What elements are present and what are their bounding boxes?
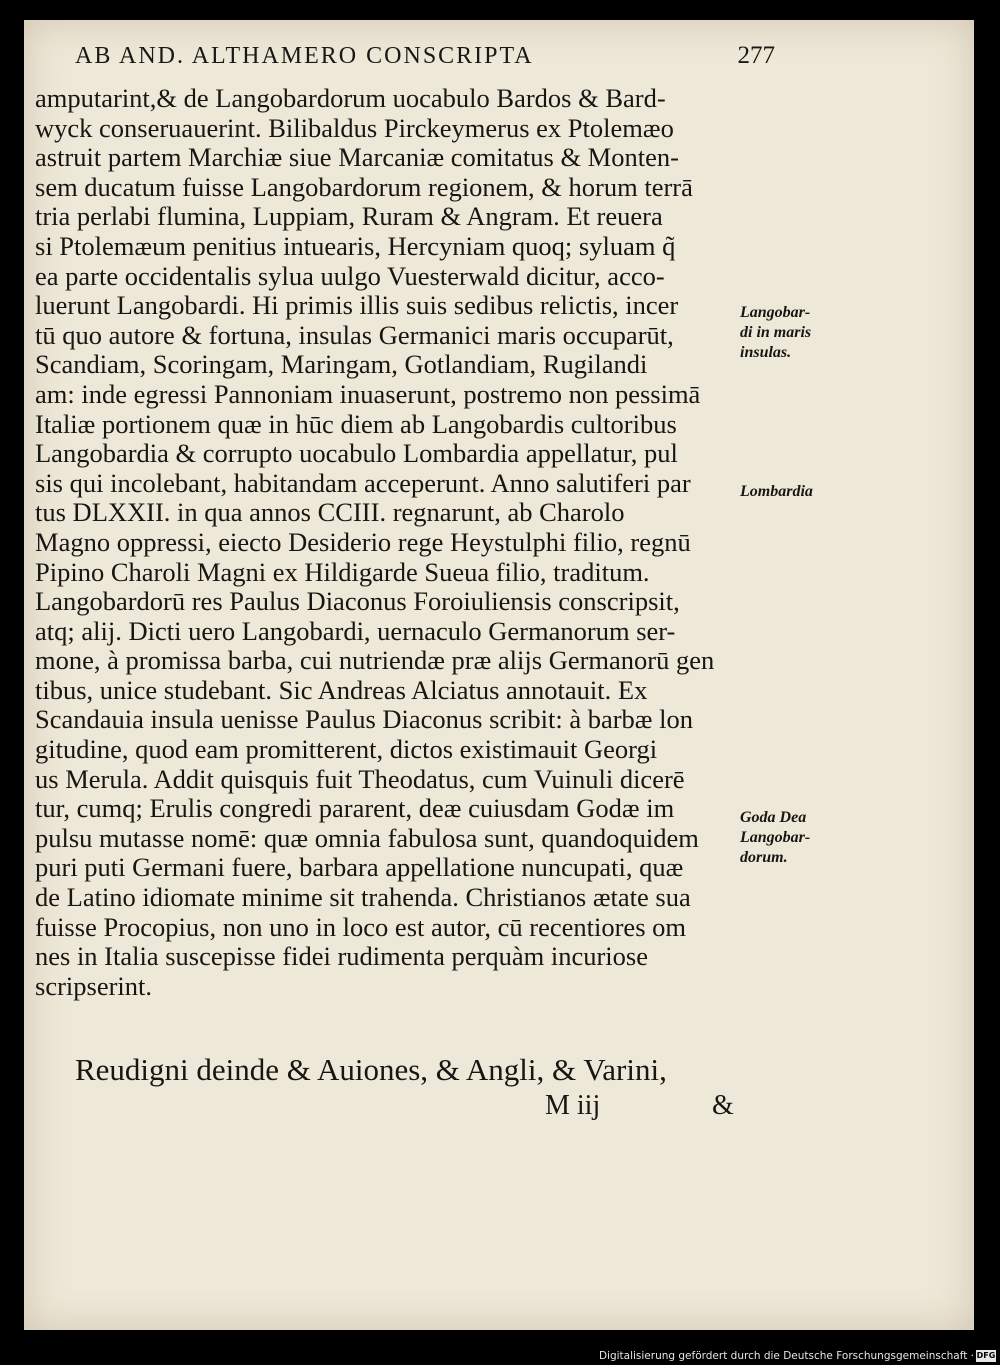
text-line: amputarint,& de Langobardorum uocabulo Bardos & Bard- [35,84,666,113]
text-line: ea parte occidentalis sylua uulgo Vuesterwald dicitur, acco- [35,261,665,291]
text-line: scripserint. [35,971,153,1001]
text-line: fuisse Procopius, non uno in loco est autor, cū recentiores om [35,912,686,942]
digitization-credit: Digitalisierung gefördert durch die Deutsche Forschungsgemeinschaft · [598,1350,974,1362]
text-line: Langobardia & corrupto uocabulo Lombardia appellatur, pul [35,439,678,469]
text-line: Scandiam, Scoringam, Maringam, Gotlandiam, Rugilandi [35,350,648,380]
marginal-line: dorum. [740,849,788,866]
text-line: tus DLXXII. in qua annos CCIII. regnarunt, ab Charolo [35,498,625,528]
page-header [75,42,775,70]
text-line: astruit partem Marchiæ siue Marcaniæ comitatus & Monten- [35,143,679,173]
marginal-note-lombardia [740,482,830,502]
marginal-line: insulas. [740,344,792,361]
catchword: & [712,1090,734,1121]
text-line: wyck conseruauerint. Bilibaldus Pirckeymerus ex Ptolemæo [35,113,674,143]
text-line: pulsu mutasse nomē: quæ omnia fabulosa sunt, quandoquidem [35,823,699,853]
signature-mark: M iij [545,1090,601,1121]
text-line: tū quo autore & fortuna, insulas Germanici maris occuparūt, [35,320,674,350]
page-number: 277 [737,42,775,69]
text-line: tria perlabi flumina, Luppiam, Ruram & Angram. Et reuera [35,202,663,232]
text-line: gitudine, quod eam promitterent, dictos existimauit Georgi [35,735,658,765]
marginal-line: Langobar- [740,829,811,846]
marginal-line: Lombardia [740,483,813,500]
text-line: luerunt Langobardi. Hi primis illis suis sedibus relictis, incer [35,291,679,321]
text-line: puri puti Germani fuere, barbara appellatione nuncupati, quæ [35,853,684,883]
text-line: sem ducatum fuisse Langobardorum regionem, & horum terrā [35,172,693,202]
text-line: si Ptolemæum penitius intuearis, Hercyniam quoq; syluam q̃ [35,231,676,261]
marginal-line: di in maris [740,324,812,341]
text-line: tibus, unice studebant. Sic Andreas Alciatus annotauit. Ex [35,675,648,705]
text-line: Scandauia insula uenisse Paulus Diaconus scribit: à barbæ lon [35,705,693,735]
marginal-note-langobardi-insulas [740,303,830,363]
marginal-note-goda-dea [740,808,830,868]
text-line: Italiæ portionem quæ in hūc diem ab Langobardis cultoribus [35,409,677,439]
text-line: am: inde egressi Pannoniam inuaserunt, postremo non pessimā [35,379,701,409]
text-line: sis qui incolebant, habitandam acceperunt. Anno salutiferi par [35,468,691,498]
text-line: Magno oppressi, eiecto Desiderio rege Heystulphi filio, regnū [35,527,691,557]
marginal-line: Goda Dea [740,809,807,826]
running-head: AB AND. ALTHAMERO CONSCRIPTA [75,43,534,69]
marginal-line: Langobar- [740,304,811,321]
catchline: Reudigni deinde & Auiones, & Angli, & Varini, [75,1052,667,1087]
text-line: Pipino Charoli Magni ex Hildigarde Sueua filio, traditum. [35,557,650,587]
text-line: mone, à promissa barba, cui nutriendæ præ alijs Germanorū gen [35,646,715,676]
text-line: nes in Italia suscepisse fidei rudimenta perquàm incuriose [35,942,648,972]
dfg-logo-icon: DFG [976,1351,996,1360]
text-line: tur, cumq; Erulis congredi pararent, deæ cuiusdam Godæ im [35,794,675,824]
text-line: atq; alij. Dicti uero Langobardi, uernaculo Germanorum ser- [35,616,676,646]
text-line: Langobardorū res Paulus Diaconus Foroiuliensis conscripsit, [35,587,680,617]
text-line: de Latino idiomate minime sit trahenda. Christianos ætate sua [35,883,691,913]
text-line: us Merula. Addit quisquis fuit Theodatus, cum Vuinuli dicerē [35,764,685,794]
main-text-block [35,84,770,1001]
